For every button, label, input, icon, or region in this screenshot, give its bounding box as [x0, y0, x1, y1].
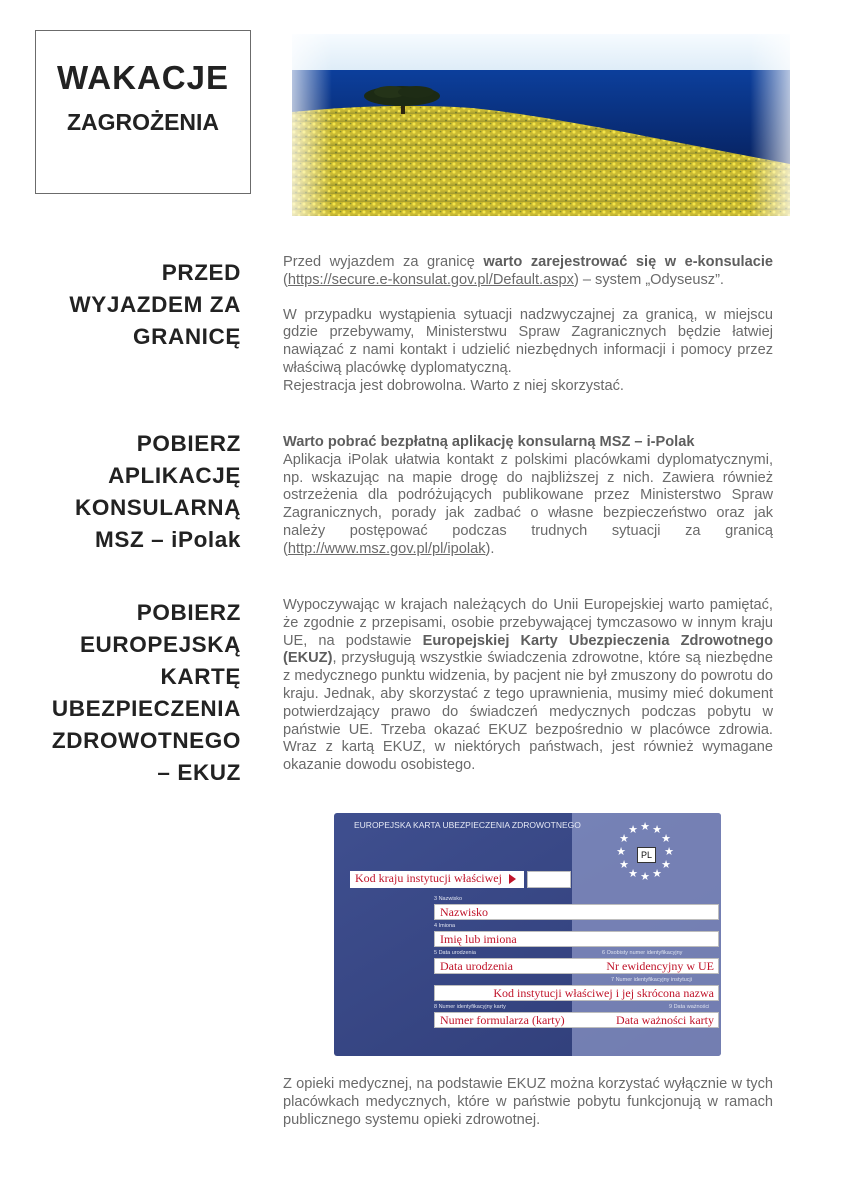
title-box	[35, 30, 251, 194]
card-field-imie: Imię lub imiona	[434, 931, 719, 947]
page-subtitle: ZAGROŻENIA	[66, 109, 220, 135]
ekuz-card-image: EUROPEJSKA KARTA UBEZPIECZENIA ZDROWOTNEGO ★ ★ ★ ★ ★ ★ ★ ★ ★ ★ ★ ★ PL Kod kraju instytucji właściwej 3 Nazwisko Nazwisko 4 Imiona Imię lub imiona 5 Data urodzenia 6 Osobisty numer identyfikacyjny Data urodzenia Nr ewidencyjny w UE 7 Numer identyfikacyjny instytucji Kod instytucji właściwej i jej skrócona nazwa 8 Numer identyfikacyjny karty 9 Data ważności Numer formularza (karty) Data ważności karty	[334, 813, 721, 1056]
ipolak-link[interactable]: http://www.msz.gov.pl/pl/ipolak	[287, 540, 486, 557]
svg-text:★: ★	[640, 820, 650, 833]
card-field-empty-box	[527, 871, 571, 888]
page-title: WAKACJE	[56, 59, 230, 96]
e-konsulat-link[interactable]: https://secure.e-konsulat.gov.pl/Default.aspx	[287, 271, 574, 288]
card-field-nazwisko: Nazwisko	[434, 904, 719, 920]
section-text-ekuz	[283, 597, 773, 775]
section-heading-przed-wyjazdem: PRZED WYJAZDEM ZA GRANICĘ	[69, 260, 241, 349]
svg-text:★: ★	[652, 867, 662, 880]
card-title: EUROPEJSKA KARTA UBEZPIECZENIA ZDROWOTNEGO	[354, 820, 581, 830]
paragraph: Warto pobrać bezpłatną aplikację konsularną MSZ – i-Polak	[283, 434, 695, 450]
svg-text:★: ★	[652, 823, 662, 836]
paragraph: Rejestracja jest dobrowolna. Warto z niej skorzystać.	[283, 377, 624, 394]
paragraph: Z opieki medycznej, na podstawie EKUZ można korzystać wyłącznie w tych placówkach medycznych, które w państwie pobytu funkcjonują w ramach publicznego systemu opieki zdrowotnej.	[283, 1076, 773, 1128]
card-field-data-urodzenia: Data urodzenia Nr ewidencyjny w UE	[434, 958, 719, 974]
paragraph: W przypadku wystąpienia sytuacji nadzwyczajnej za granicą, w miejscu gdzie przebywamy, Ministerstwu Spraw Zagranicznych będzie łatwiej nawiązać z nami kontakt i udzielić niezbędnych informacji i pomocy przez właściwą placówkę dyplomatyczną.	[283, 306, 773, 376]
svg-text:★: ★	[640, 870, 650, 883]
svg-text:★: ★	[661, 858, 671, 871]
landscape-photo	[292, 34, 790, 216]
section-heading-ipolak: POBIERZ APLIKACJĘ KONSULARNĄ MSZ – iPolak	[75, 431, 241, 552]
svg-text:★: ★	[628, 823, 638, 836]
country-code-badge: PL	[637, 847, 656, 863]
card-field-kod-instytucji: Kod instytucji właściwej i jej skrócona nazwa	[434, 985, 719, 1001]
svg-text:★: ★	[628, 867, 638, 880]
svg-text:★: ★	[616, 845, 626, 858]
svg-text:★: ★	[664, 845, 674, 858]
section-text-ekuz-closing	[283, 1076, 773, 1129]
card-field-numer-formularza: Numer formularza (karty) Data ważności karty	[434, 1012, 719, 1028]
section-text-ipolak	[283, 434, 773, 559]
svg-text:★: ★	[619, 832, 629, 845]
paragraph: Wypoczywając w krajach należących do Unii Europejskiej warto pamiętać, że zgodnie z przepisami, osobie przebywającej tymczasowo w innym kraju UE, na podstawie Europejskiej Karty Ubezpieczenia Zdrowotnego (EKUZ), przysługują wszystkie świadczenia zdrowotne, które są niezbędne z medycznego punktu widzenia, by pacjent nie był zmuszony do powrotu do kraju. Jednak, aby skorzystać z tego uprawnienia, musimy mieć dokument potwierdzający prawo do świadczeń medycznych podczas pobytu w państwie UE. Trzeba okazać EKUZ bezpośrednio w placówce zdrowia. Wraz z kartą EKUZ, w niektórych państwach, jest również wymagane okazanie dowodu osobistego.	[283, 597, 773, 774]
svg-text:★: ★	[661, 832, 671, 845]
card-field-kod-kraju: Kod kraju instytucji właściwej	[350, 871, 524, 888]
paragraph: Przed wyjazdem za granicę warto zarejestrować się w e-konsulacie (https://secure.e-konsulat.gov.pl/Default.aspx) – system „Odyseusz”.	[283, 254, 773, 288]
section-text-przed-wyjazdem	[283, 254, 773, 396]
section-heading-ekuz: POBIERZ EUROPEJSKĄ KARTĘ UBEZPIECZENIA ZDROWOTNEGO – EKUZ	[51, 600, 241, 785]
paragraph: Aplikacja iPolak ułatwia kontakt z polskimi placówkami dyplomatycznymi, np. wskazując na mapie drogę do najbliższej z nich. Zawiera również ostrzeżenia dla podróżujących publikowane przez Ministerstwo Spraw Zagranicznych, porady jak zadbać o własne bezpieczeństwo oraz jak należy postępować podczas trudnych sytuacji za granicą (http://www.msz.gov.pl/pl/ipolak).	[283, 451, 773, 557]
svg-text:★: ★	[619, 858, 629, 871]
